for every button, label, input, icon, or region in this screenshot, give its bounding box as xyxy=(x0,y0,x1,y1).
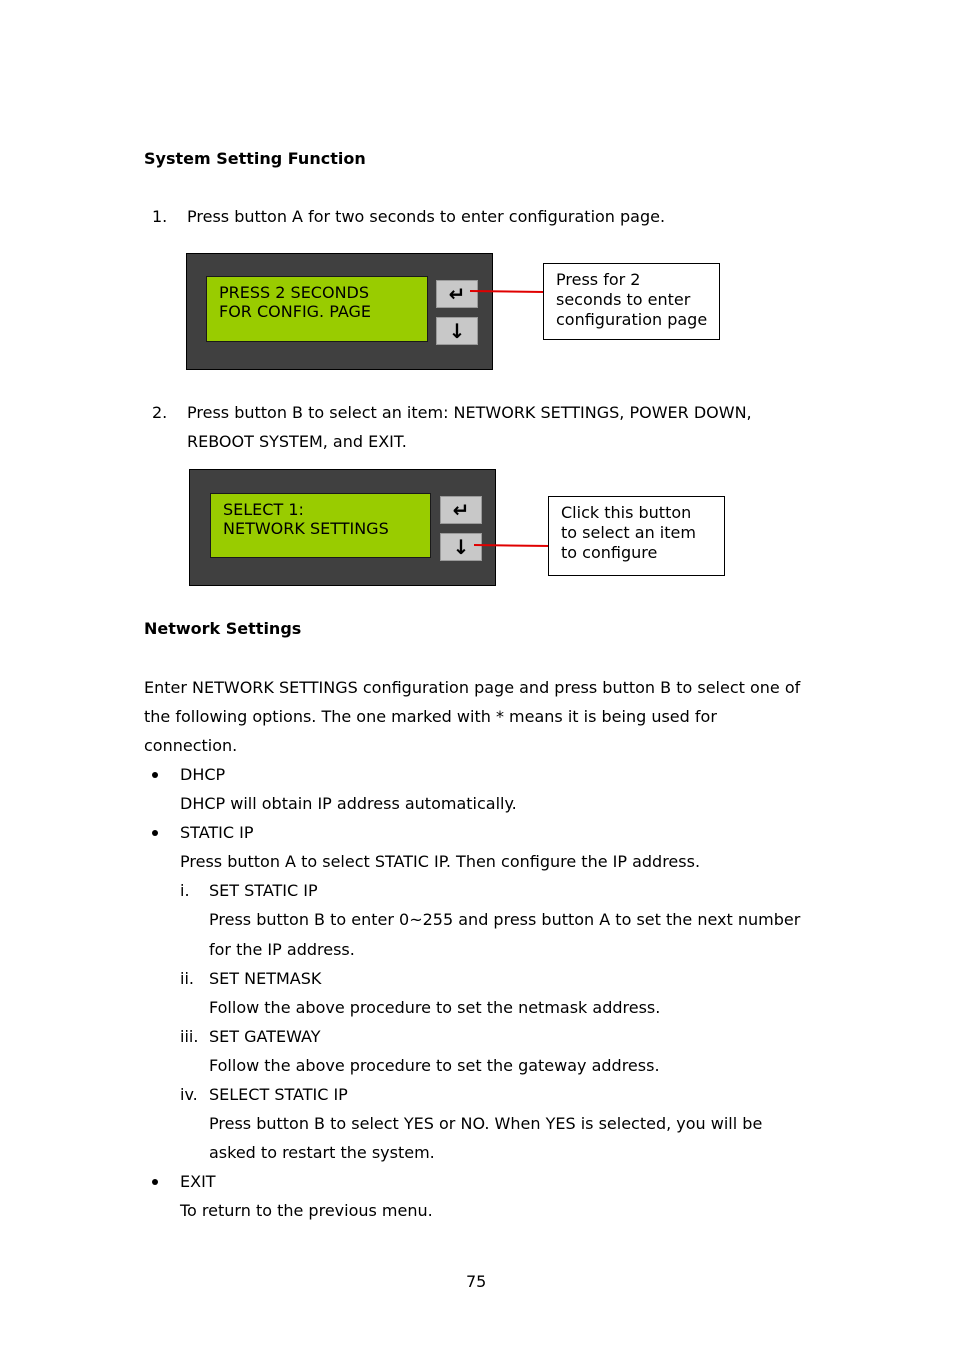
sub-item-desc: Follow the above procedure to set the netmask address. xyxy=(209,998,661,1017)
bullet-icon xyxy=(152,1179,158,1185)
option-dhcp-desc: DHCP will obtain IP address automatically. xyxy=(180,794,517,813)
step-2-number: 2. xyxy=(152,403,168,422)
enter-icon: ↵ xyxy=(452,498,470,522)
option-dhcp-title: DHCP xyxy=(180,765,226,784)
enter-icon: ↵ xyxy=(448,282,466,306)
sub-item-title: SET GATEWAY xyxy=(209,1027,321,1046)
sub-item-number: i. xyxy=(180,881,190,900)
option-static-title: STATIC IP xyxy=(180,823,254,842)
button-b-down[interactable] xyxy=(436,317,478,345)
callout-line: Click this button xyxy=(561,503,692,522)
sub-item-desc: Press button B to select YES or NO. When YES is selected, you will be xyxy=(209,1114,763,1133)
step-1-number: 1. xyxy=(152,207,168,226)
button-a-enter[interactable] xyxy=(440,496,482,524)
button-a-enter[interactable] xyxy=(436,280,478,308)
intro-line-3: connection. xyxy=(144,736,238,755)
down-arrow-icon: ↓ xyxy=(452,535,470,559)
section-heading-network-settings: Network Settings xyxy=(144,619,302,638)
lcd-display-1 xyxy=(206,276,428,342)
lcd-line-1: PRESS 2 SECONDS xyxy=(219,283,370,302)
callout-box-2 xyxy=(548,496,725,576)
down-arrow-icon: ↓ xyxy=(448,319,466,343)
bullet-icon xyxy=(152,772,158,778)
callout-line: to configure xyxy=(561,543,658,562)
step-1-text: Press button A for two seconds to enter configuration page. xyxy=(187,207,666,226)
section-heading-system-setting: System Setting Function xyxy=(144,149,366,168)
sub-item-number: ii. xyxy=(180,969,194,988)
option-static-desc: Press button A to select STATIC IP. Then configure the IP address. xyxy=(180,852,701,871)
lcd-line-1: SELECT 1: xyxy=(223,500,304,519)
lcd-line-2: FOR CONFIG. PAGE xyxy=(219,302,372,321)
bullet-icon xyxy=(152,830,158,836)
sub-item-desc: Follow the above procedure to set the gateway address. xyxy=(209,1056,660,1075)
step-2-text-line-1: Press button B to select an item: NETWORK SETTINGS, POWER DOWN, xyxy=(187,403,752,422)
sub-item-desc: Press button B to enter 0~255 and press button A to set the next number xyxy=(209,910,801,929)
lcd-line-2: NETWORK SETTINGS xyxy=(223,519,389,538)
option-exit-title: EXIT xyxy=(180,1172,216,1191)
sub-item-desc: asked to restart the system. xyxy=(209,1143,435,1162)
intro-line-2: the following options. The one marked with * means it is being used for xyxy=(144,707,717,726)
button-b-down[interactable] xyxy=(440,533,482,561)
page-number: 75 xyxy=(466,1272,487,1291)
lcd-display-2 xyxy=(210,493,431,558)
callout-line: configuration page xyxy=(556,310,708,329)
sub-item-title: SET NETMASK xyxy=(209,969,322,988)
sub-item-number: iv. xyxy=(180,1085,198,1104)
callout-line: Press for 2 xyxy=(556,270,641,289)
sub-item-title: SELECT STATIC IP xyxy=(209,1085,348,1104)
callout-box-1 xyxy=(543,263,720,340)
callout-line: to select an item xyxy=(561,523,696,542)
sub-item-number: iii. xyxy=(180,1027,199,1046)
intro-line-1: Enter NETWORK SETTINGS configuration page and press button B to select one of xyxy=(144,678,801,697)
option-exit-desc: To return to the previous menu. xyxy=(180,1201,433,1220)
sub-item-title: SET STATIC IP xyxy=(209,881,318,900)
callout-line: seconds to enter xyxy=(556,290,691,309)
sub-item-desc: for the IP address. xyxy=(209,940,355,959)
step-2-text-line-2: REBOOT SYSTEM, and EXIT. xyxy=(187,432,407,451)
